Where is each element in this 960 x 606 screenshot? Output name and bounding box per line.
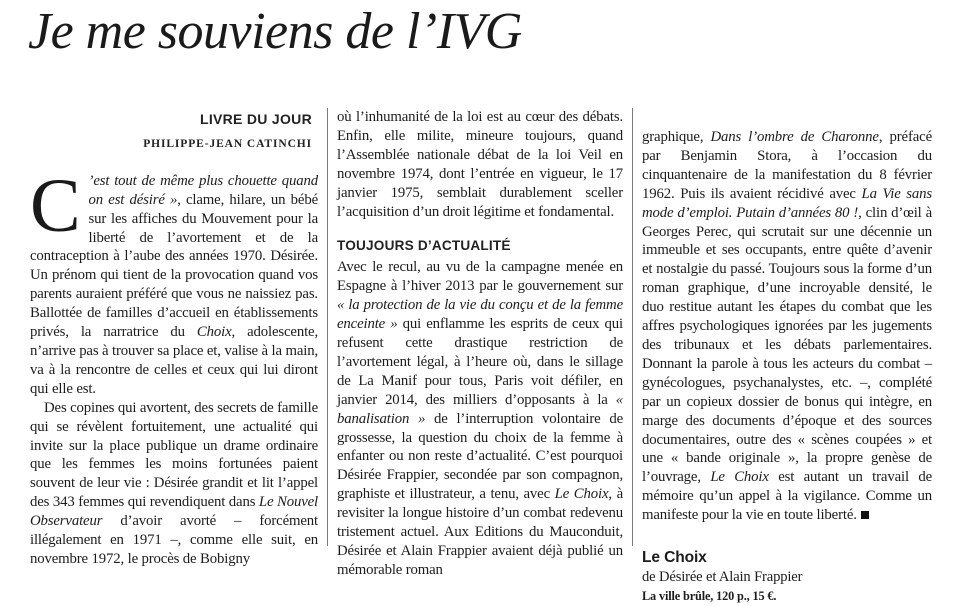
drop-cap: C — [30, 163, 81, 248]
book-title-inline: Le Choix — [554, 486, 609, 503]
book-title-inline: Dans l’ombre de Charonne — [710, 129, 879, 145]
paragraph — [642, 128, 932, 525]
quote-text: « banalisation » — [337, 391, 623, 427]
book-info-box — [642, 549, 932, 606]
paragraph — [30, 399, 318, 569]
column-divider — [632, 108, 633, 546]
end-mark-icon — [861, 511, 869, 519]
paragraph: où l’inhumanité de la loi est au cœur des débats. Enfin, elle milite, mineure toujours, quand l’Assemblée nationale débat de la loi Veil en novembre 1974, dont l’entrée en vigueur, le 17 janvier 1975, semblait durablement sceller l’acquisition d’un droit légitime et fondamental. — [337, 109, 623, 220]
article-column-3 — [642, 128, 932, 606]
column-divider — [327, 108, 328, 546]
article-column-1 — [30, 110, 318, 569]
paragraph — [337, 258, 623, 579]
body-text: qui enflamme les esprits de ceux qui refusent cette drastique restriction de l’avortement légal, à l’heure où, dans le sillage de La Manif pour tous, Paris voit défiler, en janvier 2014, des milliers d’opposants à la — [337, 316, 623, 408]
quote-text: ’est tout de même plus chouette quand on est désiré » — [88, 172, 318, 208]
article-column-2 — [337, 108, 623, 580]
book-title-inline: La Vie sans mode d’emploi. Putain d’années 80 ! — [642, 185, 933, 221]
book-publisher: La ville brûle, 120 p., 15 €. — [642, 588, 777, 603]
body-text: est autant un travail de mémoire qu’un appel à la vigilance. Comme un manifeste pour la vie en toute liberté. — [642, 469, 932, 524]
body-text: , à revisiter la longue histoire d’un combat redevenu tristement actuel. Aux Editions du Mauconduit, Désirée et Alain Frappier avaient déjà publié un mémorable roman — [337, 486, 623, 578]
magazine-title: Le Nouvel Observateur — [30, 494, 319, 530]
body-text: , clame, hilare, un bébé sur les affiches du Mouvement pour la liberté de l’avortement et de la contraception à l’aube des années 1970. Désirée. Un prénom qui tient de la provocation quand vos parents auraient préféré que vous ne naissiez pas. Ballottée de familles d’accueil en établissements privés, la narratrice du — [30, 191, 318, 341]
body-text: , clin d’œil à Georges Perec, qui scrutait sur une décennie un immeuble et ses occupants, entre quête d’avenir et nostalgie du passé. Toujours sous la forme d’un roman graphique, d’une incroyable densité, le duo restitue autant les étapes du combat que les affres psychologiques ignorées par les jugements des tribunaux et les débats parlementaires. Donnant la parole à tous les acteurs du combat – gynécologues, psychanalystes, etc. –, complété par un copieux dossier de bonus qui intègre, en marge des documents d’époque et des sources documentaires, outre des « scènes coupées » et une « bande originale », la propre genèse de l’ouvrage, — [642, 204, 932, 486]
article-headline: Je me souviens de l’IVG — [28, 3, 522, 60]
quote-text: « la protection de la vie du conçu et de la femme enceinte » — [337, 297, 623, 333]
book-authors: de Désirée et Alain Frappier — [642, 568, 803, 585]
body-text: Des copines qui avortent, des secrets de famille qui se révèlent fortuitement, une actualité qui invite sur la place publique un drame ordinaire que les femmes les moins fortunées paient souvent de leur vie : Désirée grandit et lit l’appel des 343 femmes qui revendiquent dans — [30, 399, 318, 511]
body-text: , adolescente, n’arrive pas à trouver sa place et, valise à la main, va à la rencontre de celles et ceux qui lui diront qui elle est. — [30, 324, 319, 397]
book-title-inline: Le Choix — [710, 469, 769, 486]
body-text: de l’interruption volontaire de grossesse, la question du choix de la femme à enfanter ou non reste d’actualité. C’est pourquoi Désirée Frappier, secondée par son compagnon, graphiste et illustrateur, a tenu, avec — [337, 410, 623, 503]
body-text: Avec le recul, au vu de la campagne menée en Espagne à l’hiver 2013 par le gouvernement sur — [337, 259, 623, 295]
body-text: , préfacé par Benjamin Stora, à l’occasion du cinquantenaire de la manifestation du 8 février 1962. Puis ils avaient récidivé avec — [642, 129, 932, 202]
byline: PHILIPPE-JEAN CATINCHI — [143, 137, 312, 150]
body-text: d’avoir avorté – forcément illégalement en 1971 –, comme elle suit, en novembre 1972, le procès de Bobigny — [30, 513, 318, 567]
subheading: TOUJOURS D’ACTUALITÉ — [337, 238, 511, 254]
book-title: Le Choix — [642, 549, 707, 567]
book-title-inline: Choix — [196, 324, 232, 341]
body-text: graphique, — [642, 129, 711, 145]
paragraph — [30, 163, 319, 399]
rubric-label: LIVRE DU JOUR — [199, 111, 312, 127]
